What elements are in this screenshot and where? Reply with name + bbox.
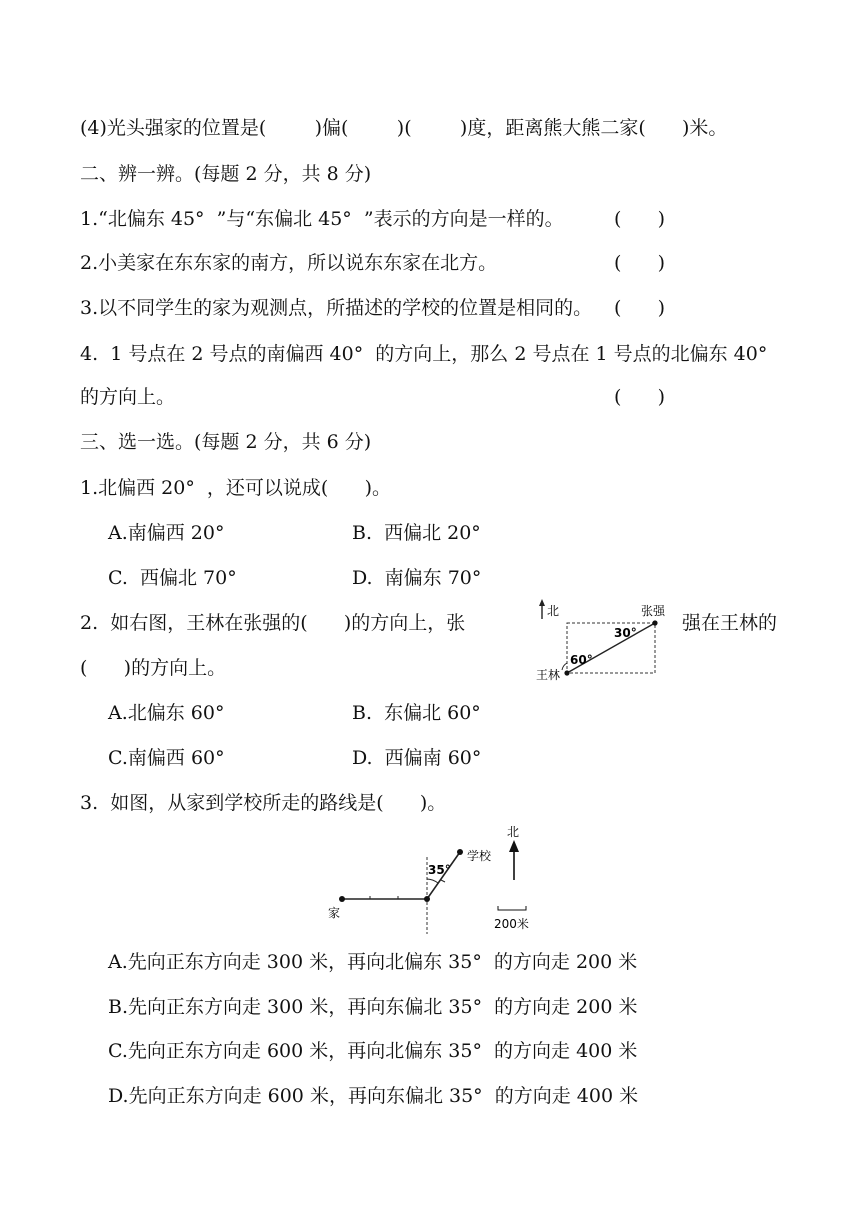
wanglin-point bbox=[564, 670, 569, 675]
angle-arc-35 bbox=[427, 879, 438, 883]
school-point bbox=[457, 849, 463, 855]
judge-item-3: 3.以不同学生的家为观测点，所描述的学校的位置是相同的。 bbox=[80, 297, 593, 319]
choice-q2-stem-line2: ( )的方向上。 bbox=[80, 657, 227, 679]
choice-q3-option-d[interactable]: D.先向正东方向走 600 米，再向东偏北 35° 的方向走 400 米 bbox=[108, 1085, 639, 1107]
route-tick bbox=[441, 880, 445, 882]
choice-q3-option-a[interactable]: A.先向正东方向走 300 米，再向北偏东 35° 的方向走 200 米 bbox=[108, 951, 638, 973]
choice-q2-stem: 2. 如右图，王林在张强的( )的方向上，张 bbox=[80, 612, 466, 634]
section-2-heading: 二、辨一辨。(每题 2 分，共 8 分) bbox=[80, 163, 372, 185]
school-label: 学校 bbox=[467, 849, 492, 863]
choice-q3-stem: 3. 如图，从家到学校所走的路线是( )。 bbox=[80, 792, 447, 814]
scale-bar bbox=[498, 906, 526, 910]
north-label: 北 bbox=[507, 825, 520, 839]
choice-q1-option-a[interactable]: A.南偏西 20° bbox=[108, 522, 225, 544]
north-arrow-icon bbox=[539, 599, 545, 606]
choice-q2-option-d[interactable]: D. 西偏南 60° bbox=[352, 747, 482, 769]
home-point bbox=[339, 896, 345, 902]
turn-point bbox=[424, 896, 430, 902]
north-label: 北 bbox=[547, 604, 560, 618]
zhangqiang-label: 张强 bbox=[641, 604, 666, 618]
judge-item-2: 2.小美家在东东家的南方，所以说东东家在北方。 bbox=[80, 252, 498, 274]
choice-q3-option-b[interactable]: B.先向正东方向走 300 米，再向东偏北 35° 的方向走 200 米 bbox=[108, 996, 638, 1018]
judge-item-2-bracket[interactable]: ( ) bbox=[614, 252, 666, 274]
choice-q2-option-b[interactable]: B. 东偏北 60° bbox=[352, 702, 481, 724]
angle-30-label: 30° bbox=[614, 626, 637, 640]
choice-q1-option-c[interactable]: C. 西偏北 70° bbox=[108, 567, 237, 589]
q3-route-figure bbox=[320, 822, 550, 937]
choice-q1-stem: 1.北偏西 20° ，还可以说成( )。 bbox=[80, 477, 391, 499]
choice-q2-option-c[interactable]: C.南偏西 60° bbox=[108, 747, 225, 769]
zhangqiang-point bbox=[652, 620, 657, 625]
choice-q2-option-a[interactable]: A.北偏东 60° bbox=[108, 702, 225, 724]
q2-direction-figure bbox=[530, 595, 675, 690]
angle-35-label: 35° bbox=[428, 863, 451, 877]
judge-item-4-line2: 的方向上。 bbox=[80, 386, 176, 408]
scale-label: 200米 bbox=[494, 917, 529, 931]
choice-q1-option-d[interactable]: D. 南偏东 70° bbox=[352, 567, 482, 589]
section-3-heading: 三、选一选。(每题 2 分，共 6 分) bbox=[80, 431, 372, 453]
angle-arc bbox=[562, 663, 567, 670]
judge-item-4-bracket[interactable]: ( ) bbox=[614, 386, 666, 408]
angle-60-label: 60° bbox=[570, 653, 593, 667]
choice-q3-option-c[interactable]: C.先向正东方向走 600 米，再向北偏东 35° 的方向走 400 米 bbox=[108, 1040, 638, 1062]
choice-q2-stem-right: 强在王林的 bbox=[682, 612, 778, 634]
judge-item-4: 4. 1 号点在 2 号点的南偏西 40° 的方向上，那么 2 号点在 1 号点的北偏东 40° bbox=[80, 343, 768, 365]
judge-item-1: 1.“北偏东 45° ”与“东偏北 45° ”表示的方向是一样的。 bbox=[80, 208, 564, 230]
judge-item-3-bracket[interactable]: ( ) bbox=[614, 297, 666, 319]
question-4: (4)光头强家的位置是( )偏( )( )度，距离熊大熊二家( )米。 bbox=[80, 117, 728, 139]
choice-q1-option-b[interactable]: B. 西偏北 20° bbox=[352, 522, 481, 544]
north-arrow-icon bbox=[509, 840, 519, 852]
wanglin-label: 王林 bbox=[536, 668, 561, 682]
judge-item-1-bracket[interactable]: ( ) bbox=[614, 208, 666, 230]
home-label: 家 bbox=[328, 906, 341, 920]
